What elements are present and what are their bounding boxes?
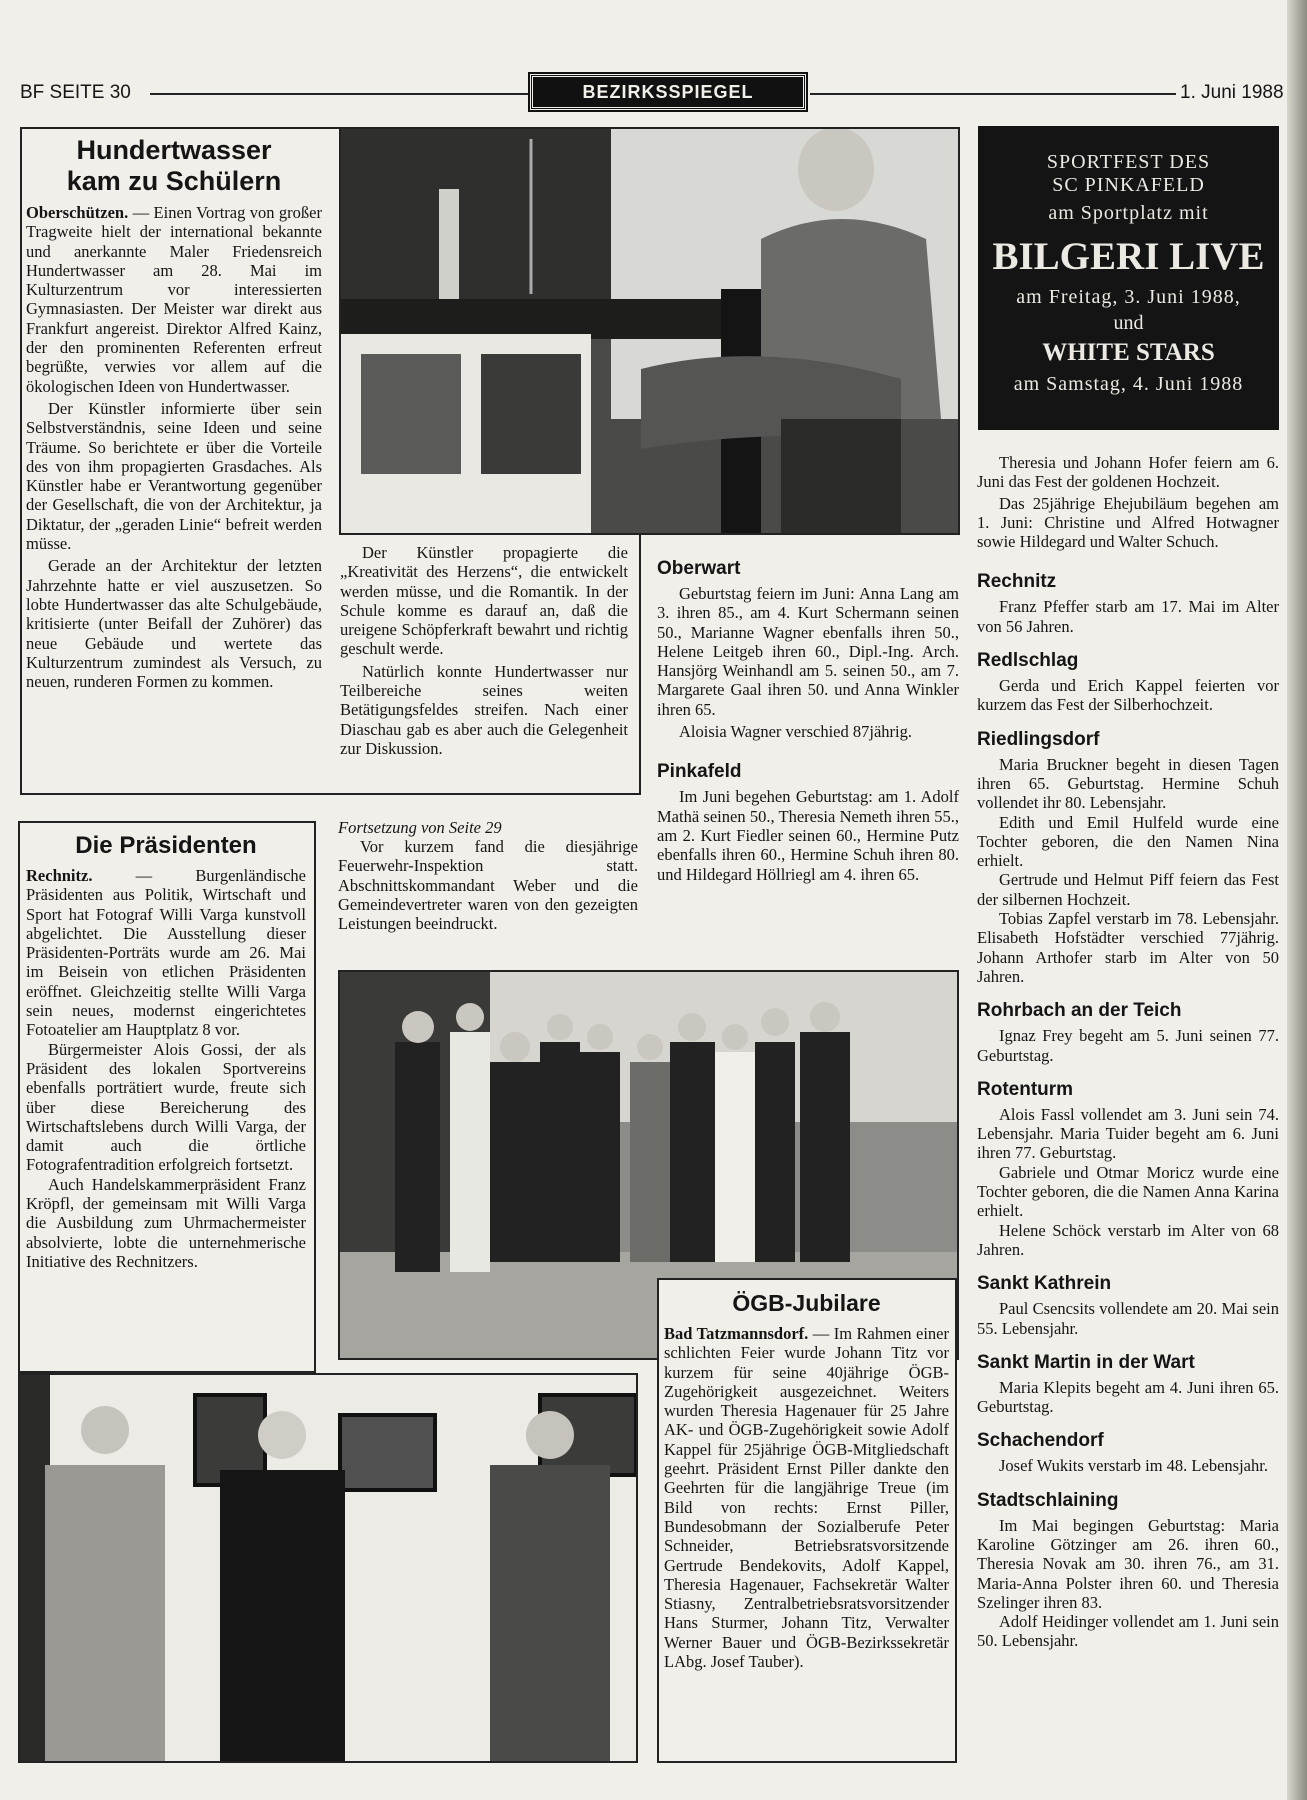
praesidenten-para-2: Bürgermeister Alois Gossi, der als Präsident des lokalen Sportvereins ebenfalls porträtiert wurde, freute sich über diese Bereicherung des Wirtschaftslebens durch Willi Varga, der damit auch die örtliche Fotografentradition erfolgreich fortsetzt. — [26, 1039, 306, 1175]
praesidenten-para-1: Rechnitz. — Burgenländische Präsidenten aus Politik, Wirtschaft und Sport hat Fotograf Willi Varga kunstvoll abgelichtet. Die Ausstellung dieser Präsidenten-Porträts wurde am 26. Mai im Beisein von etlichen Präsidenten eröffnet. Gleichzeitig stellte Willi Varga sein neues, modernst eingerichtetes Fotoatelier am Hauptplatz 8 vor. — [26, 866, 306, 1040]
oegb-title: ÖGB-Jubilare — [732, 1290, 881, 1316]
hundertwasser-para-2: Der Künstler informierte über sein Selbstverständnis, seine Ideen und seine Träume. So berichtete er über die Vorteile des von ihm propagierten Grasdaches. Als Künstler habe er Verantwortung gegenüber der Gesellschaft, die von der Architektur, ja Diktatur, der „geraden Linie“ befreit werden müsse. — [26, 398, 322, 554]
right-para-top-2: Das 25jährige Ehejubiläum begehen am 1. Juni: Christine und Alfred Hotwagner sowie Hildegard und Walter Schuch. — [977, 493, 1279, 552]
hundertwasser-photo-illustration — [341, 129, 958, 533]
ad-line-4: BILGERI LIVE — [992, 235, 1265, 278]
hundertwasser-mid-col — [340, 543, 628, 758]
oberwart-para-2: Aloisia Wagner verschied 87jährig. — [679, 722, 912, 742]
hundertwasser-photo — [339, 127, 960, 535]
exhibition-photo — [18, 1373, 638, 1763]
hundertwasser-para-5: Natürlich konnte Hundertwasser nur Teilbereiche seines weiten Betätigungsfeldes streifen. Nach einer Diaschau gab es aber auch die Gelegenheit zur Diskussion. — [340, 661, 628, 758]
page-date: 1. Juni 1988 — [1180, 82, 1284, 103]
praesidenten-text — [26, 830, 306, 1271]
hundertwasser-title: Hundertwasser kam zu Schülern — [66, 135, 282, 196]
stadtschlaining-para-2: Adolf Heidinger vollendet am 1. Juni sein 50. Lebensjahr. — [977, 1612, 1279, 1651]
praesidenten-para-3: Auch Handelskammerpräsident Franz Kröpfl, der gemeinsam mit Willi Varga die Ausbildung zum Uhrmachermeister absolvierte, lobte die unternehmerische Initiative des Rechnitzers. — [26, 1174, 306, 1271]
fortsetzung-label: Fortsetzung von Seite 29 — [338, 818, 502, 837]
heading-pinkafeld: Pinkafeld — [657, 761, 742, 783]
riedlingsdorf-para-2: Edith und Emil Hulfeld wurde eine Tochter geboren, die den Namen Nina erhielt. — [977, 812, 1279, 871]
ad-line-8: am Samstag, 4. Juni 1988 — [1013, 373, 1244, 395]
ad-line-1: SPORTFEST DES — [1046, 151, 1211, 173]
rotenturm-para-3: Helene Schöck verstarb im Alter von 68 Jahren. — [977, 1220, 1279, 1259]
stadtschlaining-para-1: Im Mai begingen Geburtstag: Maria Karoline Götzinger am 26. ihren 60., Theresia Novak am 30. ihren 76., am 31. Maria-Anna Polster ihren 60. und Theresia Szelinger ihren 83. — [977, 1515, 1279, 1612]
redlschlag-para: Gerda und Erich Kappel feierten vor kurzem das Fest der Silberhochzeit. — [977, 676, 1279, 715]
heading-rotenturm: Rotenturm — [977, 1078, 1074, 1100]
ad-line-5: am Freitag, 3. Juni 1988, — [1016, 286, 1241, 308]
heading-riedlingsdorf: Riedlingsdorf — [977, 728, 1100, 750]
kathrein-para: Paul Csencsits vollendete am 20. Mai sein 55. Lebensjahr. — [977, 1299, 1279, 1338]
page-header — [20, 80, 1284, 110]
heading-oberwart: Oberwart — [657, 558, 741, 579]
heading-redlschlag: Redlschlag — [977, 650, 1079, 672]
column-oberwart-pinkafeld — [657, 558, 959, 884]
ad-line-6: und — [1113, 312, 1144, 334]
rohrbach-para: Ignaz Frey begeht am 5. Juni seinen 77. Geburtstag. — [977, 1026, 1279, 1065]
page-edge-shadow — [1287, 0, 1307, 1800]
ad-line-2: SC PINKAFELD — [1052, 174, 1205, 196]
heading-sankt-martin: Sankt Martin in der Wart — [977, 1351, 1195, 1373]
hundertwasser-para-3: Gerade an der Architektur der letzten Jahrzehnte hatte er viel auszusetzen. So lobte Hundertwasser das alte Schulgebäude, kritisierte (unter Beifall der Zuhörer) das neue Gebäude und wertete das Kulturzentrum zumindest als Versuch, zu neuen, runderen Formen zu kommen. — [26, 556, 322, 692]
heading-stadtschlaining: Stadtschlaining — [977, 1489, 1119, 1511]
heading-sankt-kathrein: Sankt Kathrein — [977, 1273, 1112, 1295]
right-column — [977, 453, 1279, 1651]
header-rule-right — [810, 93, 1176, 95]
oegb-text — [664, 1288, 949, 1671]
header-rule-left — [150, 93, 528, 95]
fortsetzung-section — [338, 818, 638, 933]
schachendorf-para: Josef Wukits verstarb im 48. Lebensjahr. — [999, 1456, 1268, 1476]
riedlingsdorf-para-4: Tobias Zapfel verstarb im 78. Lebensjahr. Elisabeth Hofstädter verschied 77jährig. Johann Arthofer starb im Alter von 50 Jahren. — [977, 909, 1279, 986]
ad-line-3: am Sportplatz mit — [1048, 202, 1209, 224]
right-para-top-1: Theresia und Johann Hofer feiern am 6. Juni das Fest der goldenen Hochzeit. — [977, 453, 1279, 492]
section-banner — [530, 74, 806, 110]
ad-line-7: WHITE STARS — [1042, 339, 1215, 366]
hundertwasser-para-4: Der Künstler propagierte die „Kreativität des Herzens“, die entwickelt werden müsse, und die Romantik. In der Schule komme es darauf an, daß die ureigene Schöpferkraft bewahrt und richtig geschult werde. — [340, 543, 628, 659]
hundertwasser-para-1: Oberschützen. — Einen Vortrag von großer Tragweite hielt der international bekannte und anerkannte Maler Friedensreich Hundertwasser am 28. Mai im Kulturzentrum vor interessierten Gymnasiasten. Der Meister war direkt aus Frankfurt angereist. Direktor Alfred Kainz, der den prominenten Referenten erfreut begrüßte, verwies vor allem auf die ökologischen Ideen von Hundertwasser. — [26, 203, 322, 396]
heading-rechnitz: Rechnitz — [977, 571, 1057, 593]
rotenturm-para-2: Gabriele und Otmar Moricz wurde eine Tochter geboren, die die Namen Anna Karina erhielt. — [977, 1162, 1279, 1221]
pinkafeld-para-1: Im Juni begehen Geburtstag: am 1. Adolf Mathä seinen 50., Theresia Nemeth ihren 55., am 2. Kurt Fiedler seinen 60., Hermine Putz ebenfalls ihren 60., Hermine Schuh ihren 80. und Hildegard Höllriegl am 4. ihren 65. — [657, 787, 959, 884]
martin-para: Maria Klepits begeht am 4. Juni ihren 65. Geburtstag. — [977, 1377, 1279, 1417]
rotenturm-para-1: Alois Fassl vollendet am 3. Juni sein 74. Lebensjahr. Maria Tuider begeht am 6. Juni ihren 77. Geburtstag. — [977, 1104, 1279, 1163]
riedlingsdorf-para-1: Maria Bruckner begeht in diesen Tagen ihren 65. Geburtstag. Hermine Schuh vollendet ihr 80. Lebensjahr. — [977, 754, 1279, 813]
oberwart-para-1: Geburtstag feiern im Juni: Anna Lang am 3. ihren 85., am 4. Kurt Schermann seinen 50., Marianne Wagner ebenfalls ihren 50., Helene Leitgeb ihren 60., Dipl.-Ing. Arch. Hansjörg Weinhandl am 5. seinen 50., am 7. Margarete Gaal ihren 50. und Anna Winkler ihren 65. — [657, 584, 959, 719]
sportfest-ad — [978, 126, 1279, 430]
praesidenten-title: Die Präsidenten — [75, 832, 257, 859]
oegb-para-1: Bad Tatzmannsdorf. — Im Rahmen einer schlichten Feier wurde Johann Titz vor kurzem für seine 40jährige ÖGB-Zugehörigkeit ausgezeichnet. Weiters wurden Theresia Hagenauer für 25 Jahre AK- und ÖGB-Zugehörigkeit sowie Adolf Kappel für 25jährige ÖGB-Mitgliedschaft geehrt. Präsident Ernst Piller dankte den Geehrten für die langjährige Treue (im Bild von rechts: Ernst Piller, Bundesobmann der Sozialberufe Peter Schneider, Betriebsratsvorsitzende Gertrude Bendekovits, Adolf Kappel, Theresia Hagenauer, Fachsekretär Walter Stiasny, Zentralbetriebsratsvorsitzender Hans Sturmer, Johann Titz, Verwalter Werner Bauer und ÖGB-Bezirkssekretär LAbg. Josef Tauber). — [664, 1324, 949, 1672]
hundertwasser-left-col — [26, 135, 322, 691]
page-number: BF SEITE 30 — [20, 82, 131, 103]
riedlingsdorf-para-3: Gertrude und Helmut Piff feiern das Fest der silbernen Hochzeit. — [977, 870, 1279, 909]
fortsetzung-para: Vor kurzem fand die diesjährige Feuerwehr-Inspektion statt. Abschnittskommandant Weber und die Gemeindevertreter waren von den gezeigten Leistungen beeindruckt. — [338, 837, 638, 934]
heading-schachendorf: Schachendorf — [977, 1430, 1104, 1452]
heading-rohrbach: Rohrbach an der Teich — [977, 1000, 1182, 1022]
exhibition-photo-illustration — [20, 1375, 636, 1761]
section-title: BEZIRKSSPIEGEL — [582, 82, 754, 102]
rechnitz-para: Franz Pfeffer starb am 17. Mai im Alter von 56 Jahren. — [977, 597, 1279, 636]
